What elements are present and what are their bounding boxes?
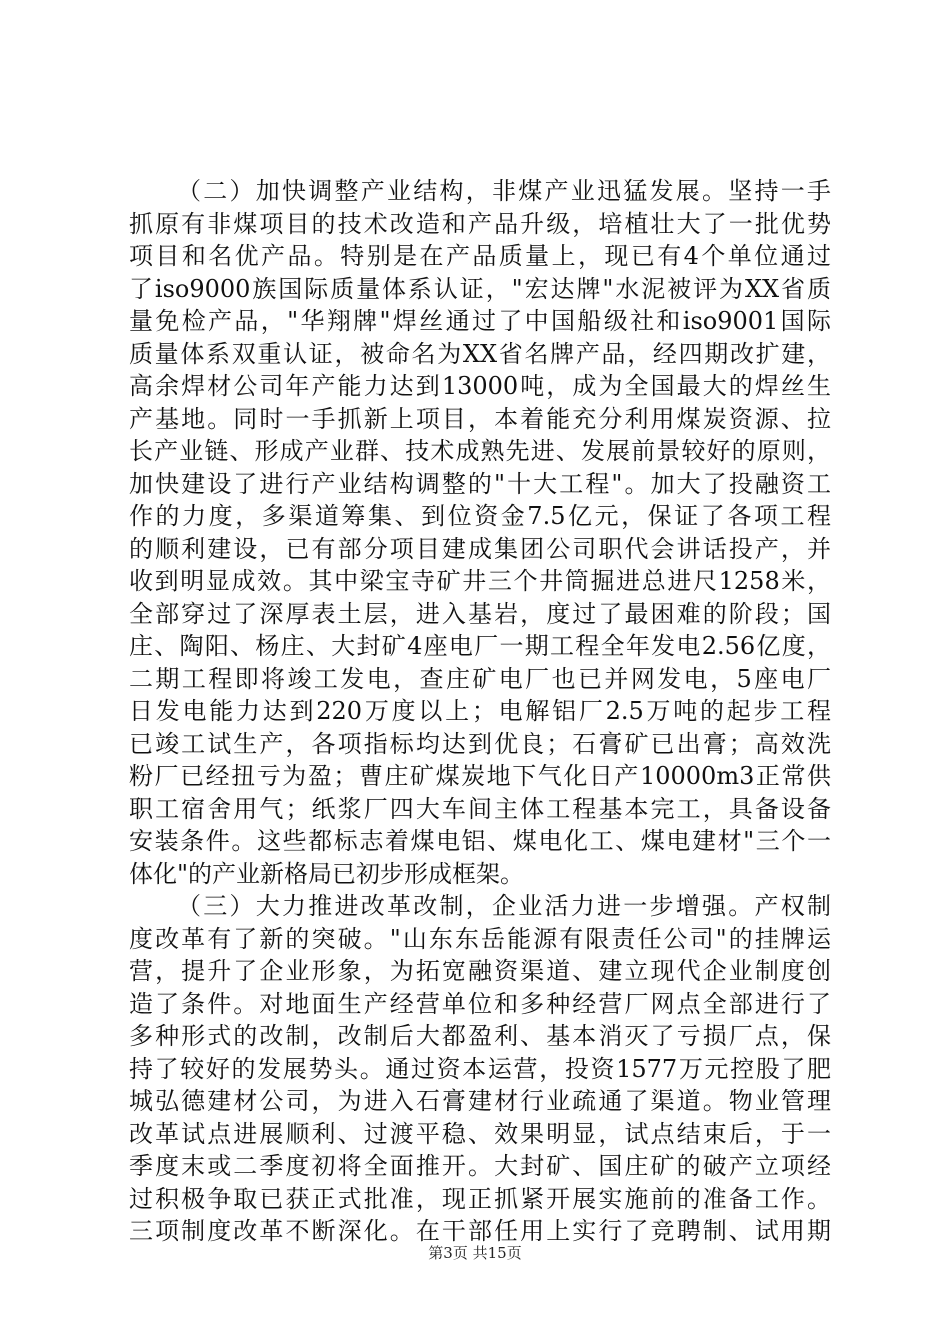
paragraph-line: 造了条件。对地面生产经营单位和多种经营厂网点全部进行了 bbox=[129, 989, 831, 1018]
paragraph-line: 加快建设了进行产业结构调整的"十大工程"。加大了投融资工 bbox=[129, 469, 831, 498]
paragraph-line: 质量体系双重认证，被命名为XX省名牌产品，经四期改扩建， bbox=[129, 339, 831, 368]
paragraph-line: （二）加快调整产业结构，非煤产业迅猛发展。坚持一手 bbox=[177, 177, 831, 205]
paragraph-line: 产基地。同时一手抓新上项目，本着能充分利用煤炭资源、拉 bbox=[129, 404, 831, 433]
paragraph-line: 改革试点进展顺利、过渡平稳、效果明显，试点结束后，于一 bbox=[129, 1119, 831, 1148]
paragraph-line: 作的力度，多渠道筹集、到位资金7.5亿元，保证了各项工程 bbox=[129, 502, 831, 530]
paragraph-line: 季度末或二季度初将全面推开。大封矿、国庄矿的破产立项经 bbox=[129, 1152, 831, 1180]
paragraph-line: 项目和名优产品。特别是在产品质量上，现已有4个单位通过 bbox=[129, 242, 831, 270]
paragraph-line: 安装条件。这些都标志着煤电铝、煤电化工、煤电建材"三个一 bbox=[129, 827, 831, 855]
paragraph-line: 粉厂已经扭亏为盈；曹庄矿煤炭地下气化日产10000m3正常供 bbox=[129, 762, 831, 790]
paragraph-line: 长产业链、形成产业群、技术成熟先进、发展前景较好的原则， bbox=[129, 437, 831, 465]
paragraph-line: 高余焊材公司年产能力达到13000吨，成为全国最大的焊丝生 bbox=[129, 372, 831, 400]
paragraph-line: 过积极争取已获正式批准，现正抓紧开展实施前的准备工作。 bbox=[129, 1184, 831, 1213]
paragraph-line: 的顺利建设，已有部分项目建成集团公司职代会讲话投产，并 bbox=[129, 534, 831, 563]
paragraph-line: 抓原有非煤项目的技术改造和产品升级，培植壮大了一批优势 bbox=[129, 209, 831, 238]
body-text bbox=[129, 175, 831, 1248]
paragraph-line: 已竣工试生产，各项指标均达到优良；石膏矿已出膏；高效洗 bbox=[129, 729, 831, 758]
paragraph-line: 了iso9000族国际质量体系认证，"宏达牌"水泥被评为XX省质 bbox=[129, 274, 831, 303]
paragraph-line: 全部穿过了深厚表土层，进入基岩，度过了最困难的阶段；国 bbox=[129, 599, 831, 628]
paragraph-line: 体化"的产业新格局已初步形成框架。 bbox=[129, 859, 525, 888]
paragraph-line: 持了较好的发展势头。通过资本运营，投资1577万元控股了肥 bbox=[129, 1054, 831, 1083]
paragraph-line: 多种形式的改制，改制后大都盈利、基本消灭了亏损厂点，保 bbox=[129, 1022, 831, 1050]
paragraph-line: 职工宿舍用气；纸浆厂四大车间主体工程基本完工，具备设备 bbox=[129, 794, 831, 823]
paragraph-line: （三）大力推进改革改制，企业活力进一步增强。产权制 bbox=[177, 892, 831, 920]
paragraph-line: 城弘德建材公司，为进入石膏建材行业疏通了渠道。物业管理 bbox=[129, 1087, 831, 1115]
paragraph-line: 庄、陶阳、杨庄、大封矿4座电厂一期工程全年发电2.56亿度， bbox=[129, 632, 831, 660]
paragraph-line: 三项制度改革不断深化。在干部任用上实行了竞聘制、试用期 bbox=[129, 1217, 831, 1245]
paragraph-line: 度改革有了新的突破。"山东东岳能源有限责任公司"的挂牌运 bbox=[129, 924, 831, 953]
paragraph-line: 日发电能力达到220万度以上；电解铝厂2.5万吨的起步工程 bbox=[129, 697, 831, 725]
paragraph-line: 二期工程即将竣工发电，查庄矿电厂也已并网发电，5座电厂 bbox=[129, 664, 831, 693]
paragraph-line: 收到明显成效。其中梁宝寺矿井三个井筒掘进总进尺1258米， bbox=[129, 567, 831, 595]
paragraph-line: 量免检产品，"华翔牌"焊丝通过了中国船级社和iso9001国际 bbox=[129, 307, 831, 335]
page-footer: 第3页 共15页 bbox=[428, 1244, 522, 1262]
paragraph-line: 营，提升了企业形象，为拓宽融资渠道、建立现代企业制度创 bbox=[129, 957, 831, 985]
